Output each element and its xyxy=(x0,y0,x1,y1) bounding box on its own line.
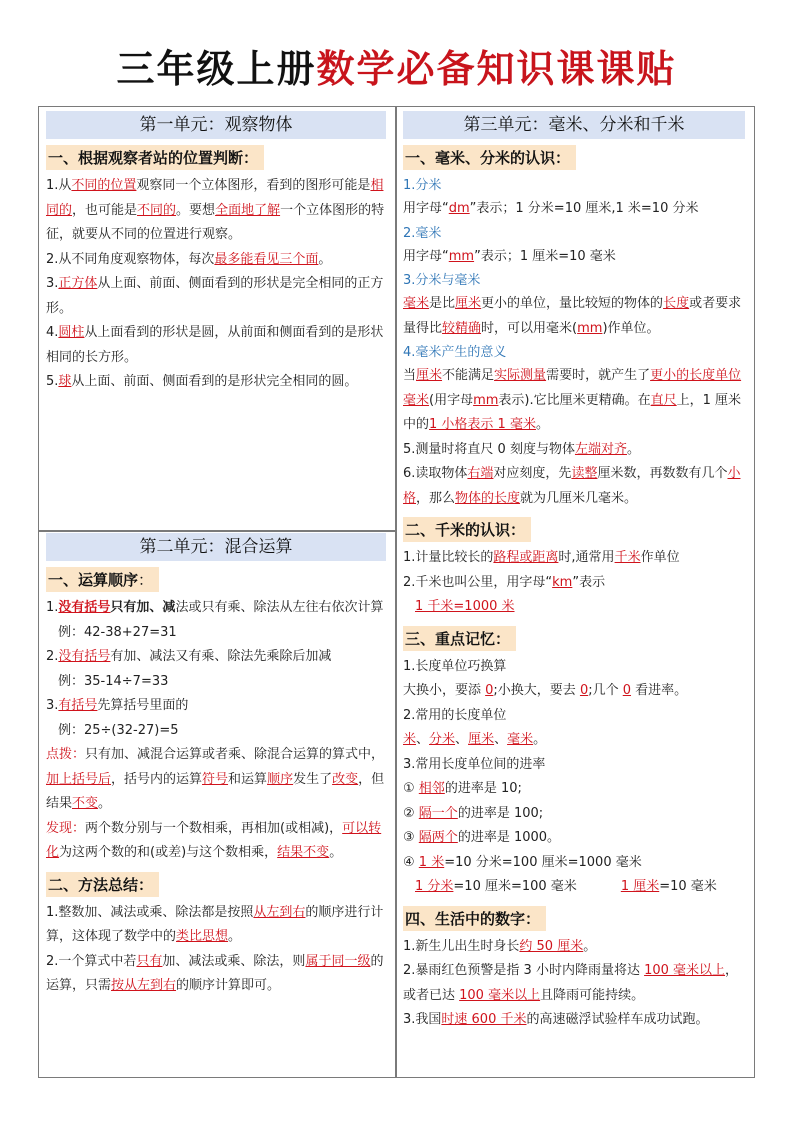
unit1-point5: 5.球从上面、前面、侧面看到的是形状完全相同的圆。 xyxy=(46,374,358,389)
unit3-topic4-title: 4.毫米产生的意义 xyxy=(403,345,507,360)
unit2-example1: 例：42-38+27=31 xyxy=(58,624,177,640)
unit1-point1: 1.从不同的位置观察同一个立体图形，看到的图形可能是相同的，也可能是不同的。要想全面地了解一个立体图形的特征，就要从不同的位置进行观察。 xyxy=(46,178,385,242)
unit3-point6: 6.读取物体右端对应刻度，先读整厘米数，再数数有几个小格，那么物体的长度就为几厘米几毫米。 xyxy=(403,466,741,506)
unit3-topic2-text: 用字母“mm”表示；1 厘米=10 毫米 xyxy=(403,248,616,264)
page-title: 三年级上册数学必备知识课课贴 xyxy=(116,47,677,91)
unit2-discovery: 发现：两个数分别与一个数相乘，再相加(或相减)，可以转化为这两个数的和(或差)与这个数相乘，结果不变。 xyxy=(46,820,382,860)
unit2-rule3: 3.有括号先算括号里面的 xyxy=(46,698,189,713)
unit3-memo3-c: ③ 隔两个的进率是 1000。 xyxy=(403,830,561,845)
unit1-point3: 3.正方体从上面、前面、侧面看到的形状是完全相同的正方形。 xyxy=(46,276,384,316)
unit1-content xyxy=(46,111,386,395)
unit3-memo3-b: ② 隔一个的进率是 100; xyxy=(403,805,544,821)
unit2-method1: 1.整数加、减法或乘、除法都是按照从左到右的顺序进行计算，这体现了数学中的类比思想。 xyxy=(46,904,384,944)
unit3-topic3-text: 毫米是比厘米更小的单位，量比较短的物体的长度或者要求量得比较精确时，可以用毫米(mm)作单位。 xyxy=(403,296,742,336)
unit3-topic1-title: 1.分米 xyxy=(403,178,442,193)
unit2-example2: 例：35-14÷7=33 xyxy=(58,673,169,689)
unit3-section3-heading: 三、重点记忆： xyxy=(403,626,516,651)
unit3-memo3-title: 3.常用长度单位间的进率 xyxy=(403,756,546,772)
unit2-example3: 例：25÷(32-27)=5 xyxy=(58,722,179,738)
unit3-section4-heading: 四、生活中的数字： xyxy=(403,906,546,931)
unit3-topic3-title: 3.分米与毫米 xyxy=(403,273,481,288)
unit2-content xyxy=(46,533,386,999)
unit3-section1-heading: 一、毫米、分米的认识： xyxy=(403,145,576,170)
unit3-section2-heading: 二、千米的认识： xyxy=(403,517,531,542)
unit3-memo3-a: ① 相邻的进率是 10; xyxy=(403,781,522,796)
unit3-memo2-text: 米、分米、厘米、毫米。 xyxy=(403,732,547,747)
unit2-header: 第二单元：混合运算 xyxy=(46,533,386,561)
unit3-life3: 3.我国时速 600 千米的高速磁浮试验样车成功试跑。 xyxy=(403,1012,709,1027)
unit3-memo1-title: 1.长度单位巧换算 xyxy=(403,658,507,674)
unit3-km-point2: 2.千米也叫公里，用字母“km”表示 xyxy=(403,574,606,590)
unit1-point2: 2.从不同角度观察物体，每次最多能看见三个面。 xyxy=(46,251,332,267)
unit3-memo3-e: 1 分米=10 厘米=100 毫米 1 厘米=10 毫米 xyxy=(415,879,717,894)
unit1-header: 第一单元：观察物体 xyxy=(46,111,386,139)
unit3-point5: 5.测量时将直尺 0 刻度与物体左端对齐。 xyxy=(403,441,640,457)
unit3-header: 第三单元：毫米、分米和千米 xyxy=(403,111,745,139)
unit2-method2: 2.一个算式中若只有加、减法或乘、除法，则属于同一级的运算，只需按从左到右的顺序计算即可。 xyxy=(46,953,384,993)
unit2-section2-heading: 二、方法总结： xyxy=(46,872,159,897)
unit2-tip: 点拨：只有加、减混合运算或者乘、除混合运算的算式中，加上括号后，括号内的运算符号和运算顺序发生了改变，但结果不变。 xyxy=(46,747,385,811)
unit3-topic1-text: 用字母“dm”表示；1 分米=10 厘米,1 米=10 分米 xyxy=(403,201,699,216)
unit3-topic4-text: 当厘米不能满足实际测量需要时，就产生了更小的长度单位毫米(用字母mm表示).它比厘米更精确。在直尺上，1 厘米中的1 小格表示 1 毫米。 xyxy=(403,368,742,432)
unit3-memo2-title: 2.常用的长度单位 xyxy=(403,707,507,723)
unit1-section1-heading: 一、根据观察者站的位置判断： xyxy=(46,145,264,170)
unit2-rule1: 1.没有括号只有加、减法或只有乘、除法从左往右依次计算 xyxy=(46,600,384,615)
unit3-life2: 2.暴雨红色预警是指 3 小时内降雨量将达 100 毫米以上，或者已达 100 毫米以上且降雨可能持续。 xyxy=(403,963,739,1003)
unit3-memo1-text: 大换小，要添 0;小换大，要去 0;几个 0 看进率。 xyxy=(403,683,688,698)
unit3-content xyxy=(403,111,745,1033)
unit3-life1: 1.新生儿出生时身长约 50 厘米。 xyxy=(403,938,597,954)
unit3-topic2-title: 2.毫米 xyxy=(403,225,442,241)
unit1-point4: 4.圆柱从上面看到的形状是圆，从前面和侧面看到的是形状相同的长方形。 xyxy=(46,325,384,365)
unit2-section1-heading: 一、运算顺序： xyxy=(46,567,159,592)
unit2-rule2: 2.没有括号有加、减法又有乘、除法先乘除后加减 xyxy=(46,649,332,664)
unit3-km-conversion: 1 千米=1000 米 xyxy=(415,599,515,614)
unit3-km-point1: 1.计量比较长的路程或距离时,通常用千米作单位 xyxy=(403,550,680,565)
unit3-memo3-d: ④ 1 米=10 分米=100 厘米=1000 毫米 xyxy=(403,854,642,870)
